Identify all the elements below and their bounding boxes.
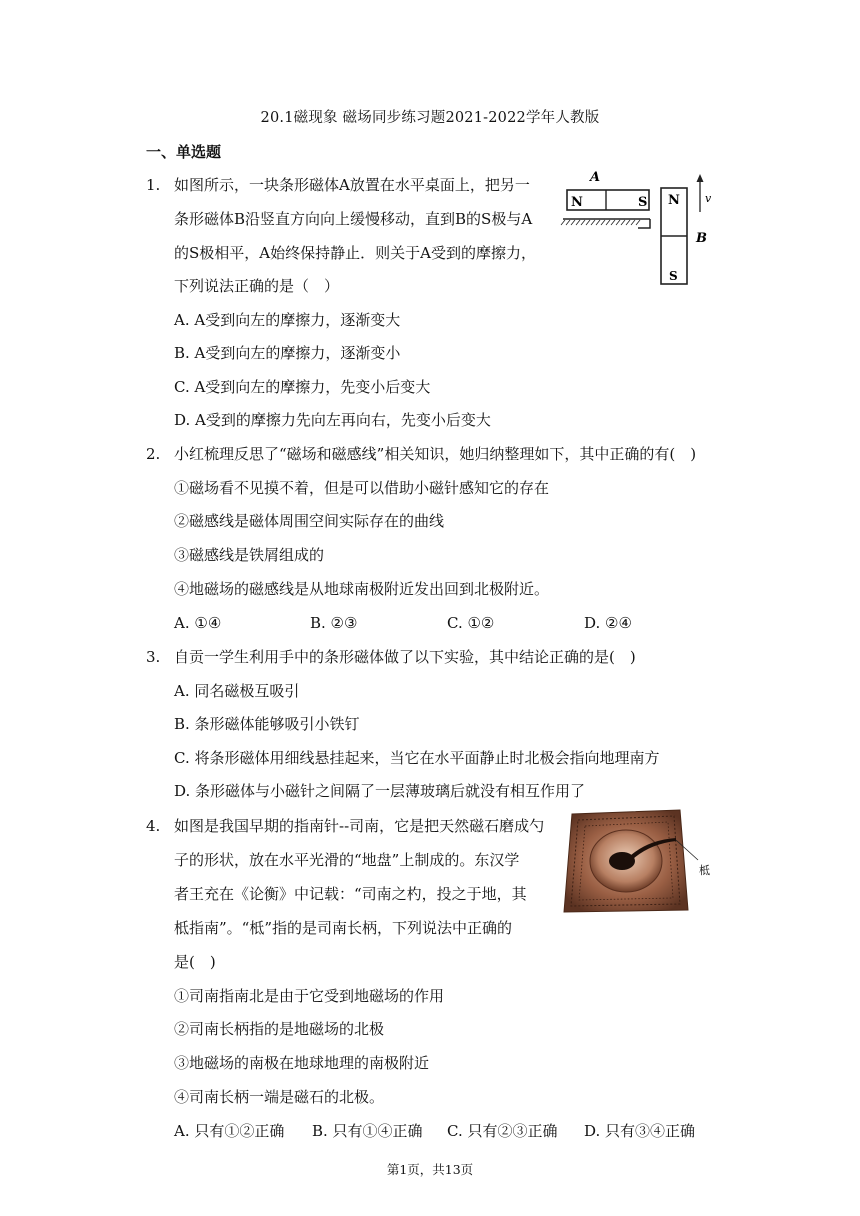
statement-1: ①司南指南北是由于它受到地磁场的作用 bbox=[174, 987, 445, 1005]
velocity-label: v bbox=[705, 192, 712, 205]
option-c: C. ①② bbox=[447, 614, 495, 632]
option-d: D. 条形磁体与小磁针之间隔了一层薄玻璃后就没有相互作用了 bbox=[174, 782, 586, 800]
statement-3: ③地磁场的南极在地球地理的南极附近 bbox=[174, 1054, 430, 1072]
option-c: C. 将条形磁体用细线悬挂起来，当它在水平面静止时北极会指向地理南方 bbox=[174, 749, 660, 767]
magnet-b-s-label: S bbox=[669, 269, 678, 283]
option-c: C. A受到向左的摩擦力，先变小后变大 bbox=[174, 378, 431, 396]
question-text-line: 柢指南”。“柢”指的是司南长柄，下列说法中正确的 bbox=[174, 919, 513, 937]
question-text-line: 的S极相平，A始终保持静止．则关于A受到的摩擦力， bbox=[174, 244, 536, 262]
section-heading: 一、单选题 bbox=[146, 143, 222, 161]
option-b: B. ②③ bbox=[310, 614, 358, 632]
magnet-a-s-label: S bbox=[638, 195, 648, 210]
question-number: 4. bbox=[146, 817, 161, 835]
page-title: 20.1磁现象 磁场同步练习题2021-2022学年人教版 bbox=[260, 110, 600, 126]
magnet-a-label: A bbox=[590, 170, 601, 185]
option-b: B. 只有①④正确 bbox=[312, 1122, 423, 1140]
magnet-b-n-label: N bbox=[668, 193, 680, 208]
question-text-line: 自贡一学生利用手中的条形磁体做了以下实验，其中结论正确的是( ) bbox=[174, 648, 636, 666]
question-text-line: 是( ) bbox=[174, 953, 216, 971]
magnet-a-n-label: N bbox=[571, 195, 583, 210]
question-number: 1. bbox=[146, 176, 161, 194]
option-b: B. 条形磁体能够吸引小铁钉 bbox=[174, 715, 360, 733]
statement-4: ④地磁场的磁感线是从地球南极附近发出回到北极附近。 bbox=[174, 580, 550, 598]
option-a: A. 只有①②正确 bbox=[174, 1122, 285, 1140]
option-d: D. A受到的摩擦力先向左再向右，先变小后变大 bbox=[174, 411, 491, 429]
question-text-line: 条形磁体B沿竖直方向向上缓慢移动，直到B的S极与A bbox=[174, 210, 533, 228]
handle-label: 柢 bbox=[699, 864, 710, 877]
question-text-line: 如图是我国早期的指南针--司南，它是把天然磁石磨成勺 bbox=[174, 817, 545, 835]
option-a: A. 同名磁极互吸引 bbox=[174, 682, 300, 700]
magnet-figure bbox=[560, 168, 720, 290]
question-text-line: 子的形状，放在水平光滑的“地盘”上制成的。东汉学 bbox=[174, 851, 520, 869]
question-number: 3. bbox=[146, 648, 161, 666]
question-text-line: 如图所示，一块条形磁体A放置在水平桌面上，把另一 bbox=[174, 176, 530, 194]
option-a: A. A受到向左的摩擦力，逐渐变大 bbox=[174, 311, 401, 329]
statement-1: ①磁场看不见摸不着，但是可以借助小磁针感知它的存在 bbox=[174, 479, 550, 497]
question-text-line: 小红梳理反思了“磁场和磁感线”相关知识，她归纳整理如下，其中正确的有( ) bbox=[174, 445, 697, 463]
magnet-b-label: B bbox=[696, 231, 707, 246]
option-b: B. A受到向左的摩擦力，逐渐变小 bbox=[174, 344, 401, 362]
option-d: D. ②④ bbox=[584, 614, 632, 632]
option-c: C. 只有②③正确 bbox=[447, 1122, 558, 1140]
sinan-compass-image bbox=[558, 808, 718, 914]
option-d: D. 只有③④正确 bbox=[584, 1122, 696, 1140]
statement-2: ②磁感线是磁体周围空间实际存在的曲线 bbox=[174, 512, 445, 530]
statement-4: ④司南长柄一端是磁石的北极。 bbox=[174, 1088, 385, 1106]
question-number: 2. bbox=[146, 445, 161, 463]
option-a: A. ①④ bbox=[174, 614, 222, 632]
statement-3: ③磁感线是铁屑组成的 bbox=[174, 546, 325, 564]
question-text-line: 下列说法正确的是（ ） bbox=[174, 277, 340, 295]
page-footer: 第1页，共13页 bbox=[386, 1162, 474, 1177]
statement-2: ②司南长柄指的是地磁场的北极 bbox=[174, 1020, 385, 1038]
question-text-line: 者王充在《论衡》中记载：“司南之杓，投之于地，其 bbox=[174, 885, 527, 903]
